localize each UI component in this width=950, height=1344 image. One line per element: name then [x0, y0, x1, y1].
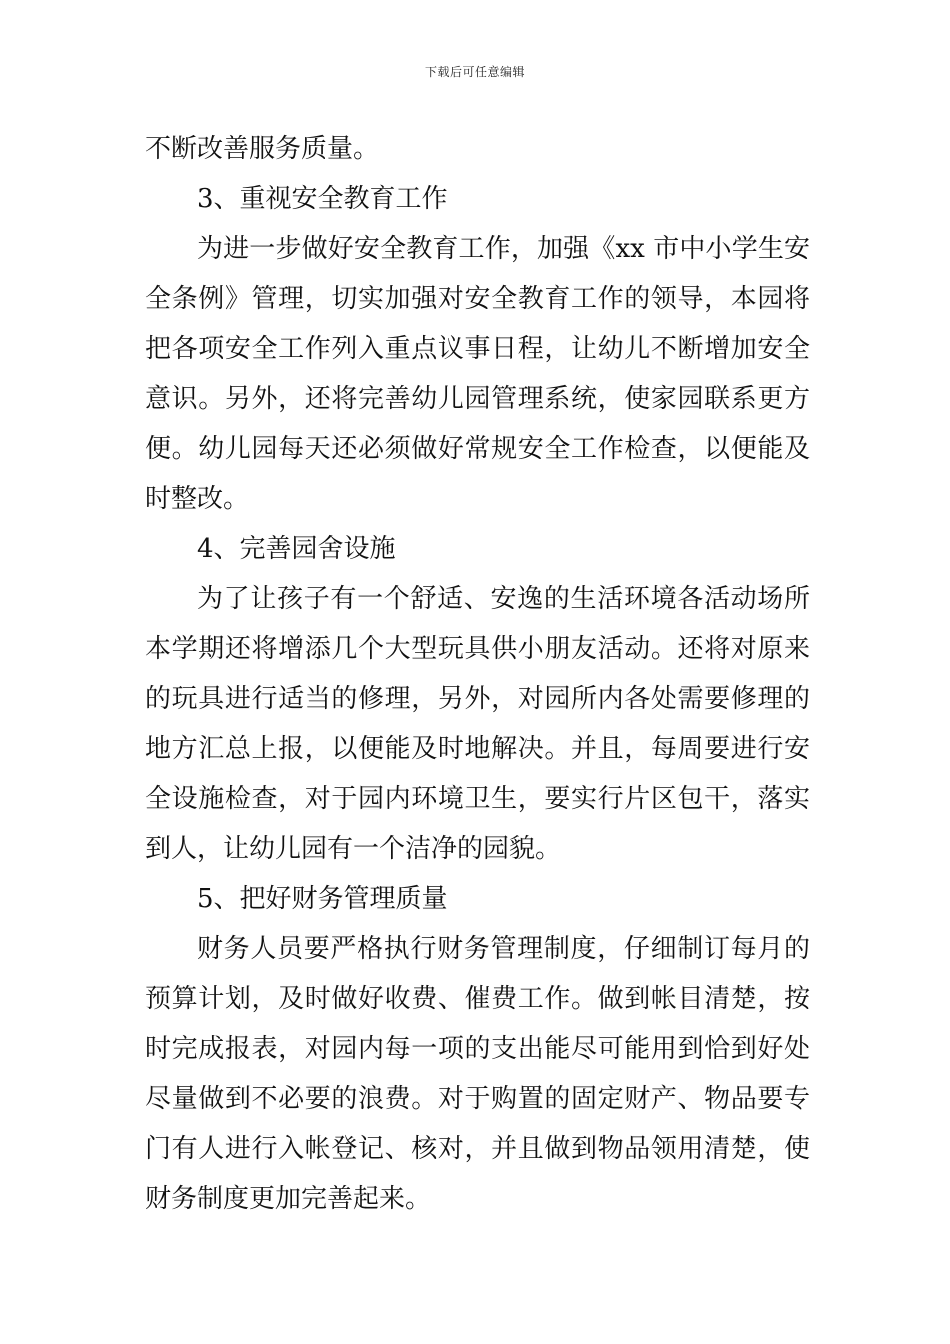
text-line: 全条例》管理，切实加强对安全教育工作的领导，本园将 [145, 284, 810, 314]
text-line: 财务制度更加完善起来。 [145, 1184, 432, 1214]
text-line: 地方汇总上报，以便能及时地解决。并且，每周要进行安 [145, 734, 810, 764]
text-line: 尽量做到不必要的浪费。对于购置的固定财产、物品要专 [145, 1084, 810, 1114]
text-line: 把各项安全工作列入重点议事日程，让幼儿不断增加安全 [145, 334, 810, 364]
text-line: 便。幼儿园每天还必须做好常规安全工作检查，以便能及 [145, 434, 810, 464]
text-line: 时整改。 [145, 484, 250, 514]
text-line: 时完成报表，对园内每一项的支出能尽可能用到恰到好处 [145, 1034, 810, 1064]
text-line: 全设施检查，对于园内环境卫生，要实行片区包干，落实 [145, 784, 810, 814]
section-heading: 5、把好财务管理质量 [197, 884, 448, 914]
text-line: 门有人进行入帐登记、核对，并且做到物品领用清楚，使 [145, 1134, 810, 1164]
text-line: 的玩具进行适当的修理，另外，对园所内各处需要修理的 [145, 684, 810, 714]
text-line: 为了让孩子有一个舒适、安逸的生活环境各活动场所 [197, 584, 810, 614]
text-line: 为进一步做好安全教育工作，加强《xx 市中小学生安 [197, 234, 810, 264]
text-line: 财务人员要严格执行财务管理制度，仔细制订每月的 [197, 934, 810, 964]
section-heading: 4、完善园舍设施 [197, 534, 396, 564]
text-line: 预算计划，及时做好收费、催费工作。做到帐目清楚，按 [145, 984, 810, 1014]
text-line: 意识。另外，还将完善幼儿园管理系统，使家园联系更方 [145, 384, 810, 414]
text-line: 到人，让幼儿园有一个洁净的园貌。 [145, 834, 562, 864]
text-line: 不断改善服务质量。 [145, 134, 380, 164]
page-header: 下载后可任意编辑 [424, 65, 525, 79]
document-body [145, 124, 810, 1224]
section-heading: 3、重视安全教育工作 [197, 184, 448, 214]
text-line: 本学期还将增添几个大型玩具供小朋友活动。还将对原来 [145, 634, 810, 664]
